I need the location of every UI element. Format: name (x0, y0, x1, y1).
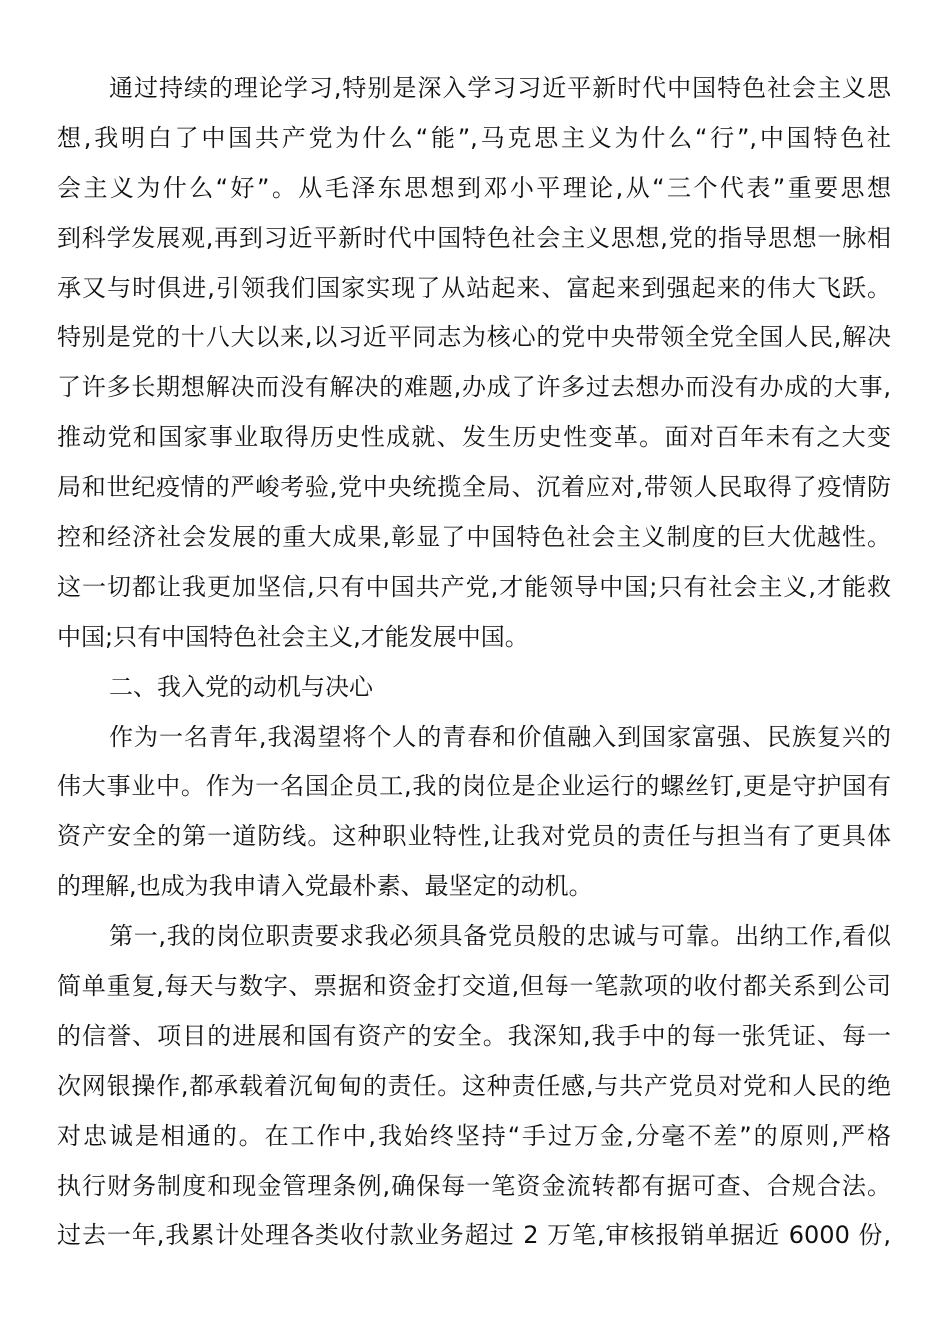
heading-text: 二、我入党的动机与决心 (109, 672, 373, 701)
text-line: 过去一年,我累计处理各类收付款业务超过 2 万笔,审核报销单据近 6000 份, (57, 1221, 891, 1250)
text-line: 伟大事业中。作为一名国企员工,我的岗位是企业运行的螺丝钉,更是守护国有 (57, 772, 891, 801)
text-line: 局和世纪疫情的严峻考验,党中央统揽全局、沉着应对,带领人民取得了疫情防 (57, 473, 891, 502)
text-line: 通过持续的理论学习,特别是深入学习习近平新时代中国特色社会主义思 (109, 74, 891, 102)
text-line: 承又与时俱进,引领我们国家实现了从站起来、富起来到强起来的伟大飞跃。 (57, 273, 891, 302)
text-line: 特别是党的十八大以来,以习近平同志为核心的党中央带领全党全国人民,解决 (57, 323, 891, 352)
text-line: 这一切都让我更加坚信,只有中国共产党,才能领导中国;只有社会主义,才能救 (57, 572, 891, 601)
text-line: 中国;只有中国特色社会主义,才能发展中国。 (57, 622, 529, 651)
text-line: 到科学发展观,再到习近平新时代中国特色社会主义思想,党的指导思想一脉相 (57, 223, 891, 252)
text-line: 执行财务制度和现金管理条例,确保每一笔资金流转都有据可查、合规合法。 (57, 1171, 891, 1200)
text-line: 推动党和国家事业取得历史性成就、发生历史性变革。面对百年未有之大变 (57, 423, 891, 452)
paragraph-theory-study (57, 64, 891, 663)
text-line: 作为一名青年,我渴望将个人的青春和价值融入到国家富强、民族复兴的 (109, 722, 891, 751)
text-line: 的理解,也成为我申请入党最朴素、最坚定的动机。 (57, 872, 593, 901)
paragraph-motivation (57, 713, 891, 913)
text-line: 的信誉、项目的进展和国有资产的安全。我深知,我手中的每一张凭证、每一 (57, 1021, 891, 1050)
document-page (57, 64, 891, 1261)
text-line: 对忠诚是相通的。在工作中,我始终坚持“手过万金,分毫不差”的原则,严格 (57, 1121, 891, 1150)
section-heading (57, 663, 891, 713)
text-line: 了许多长期想解决而没有解决的难题,办成了许多过去想办而没有办成的大事, (57, 373, 891, 402)
text-line: 第一,我的岗位职责要求我必须具备党员般的忠诚与可靠。出纳工作,看似 (109, 922, 891, 951)
text-line: 控和经济社会发展的重大成果,彰显了中国特色社会主义制度的巨大优越性。 (57, 523, 891, 552)
paragraph-job-duty (57, 912, 891, 1261)
text-line: 资产安全的第一道防线。这种职业特性,让我对党员的责任与担当有了更具体 (57, 822, 891, 851)
text-line: 简单重复,每天与数字、票据和资金打交道,但每一笔款项的收付都关系到公司 (57, 972, 891, 1001)
text-line: 会主义为什么“好”。从毛泽东思想到邓小平理论,从“三个代表”重要思想 (57, 173, 891, 202)
text-line: 次网银操作,都承载着沉甸甸的责任。这种责任感,与共产党员对党和人民的绝 (57, 1071, 891, 1100)
text-line: 想,我明白了中国共产党为什么“能”,马克思主义为什么“行”,中国特色社 (57, 123, 891, 152)
